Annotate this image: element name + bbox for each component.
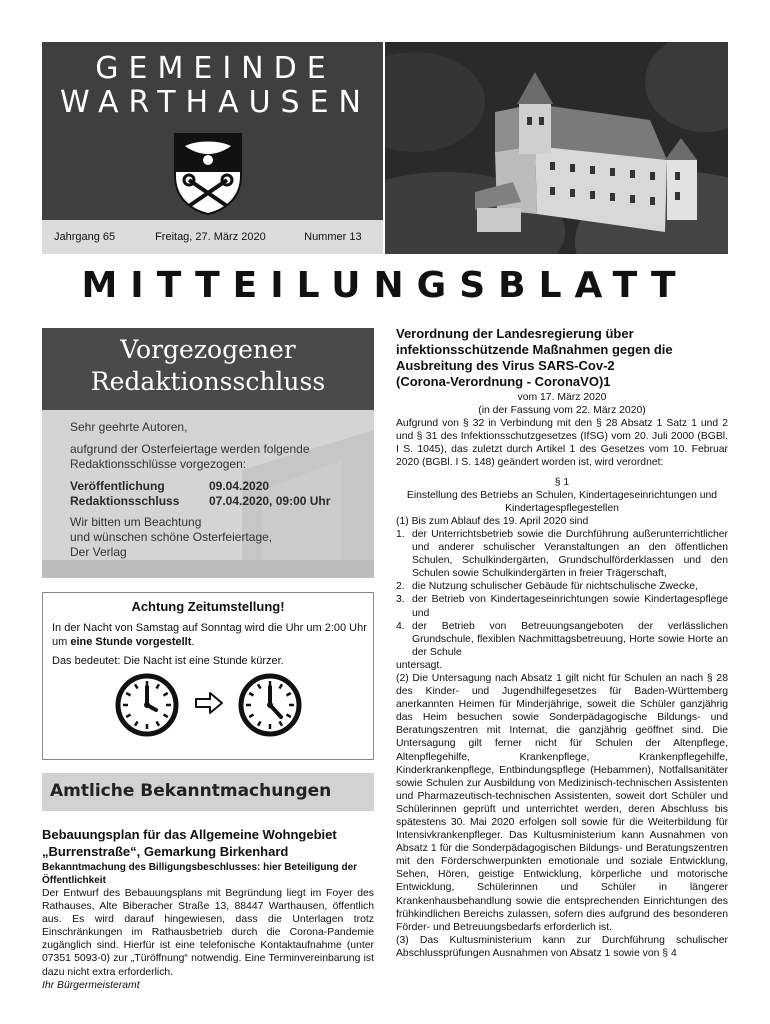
ordinance-version: (in der Fassung vom 22. März 2020) [478, 405, 646, 417]
list-item-number: 4. [396, 620, 405, 632]
paragraph-intro: (1) Bis zum Ablauf des 19. April 2020 sind [396, 515, 589, 527]
article-body: Der Entwurf des Bebauungsplans mit Begründung liegt im Foyer des Rathauses, Alte Biberacher Straße 13, 88447 Warthausen, öffentlich aus. Es wird darauf hingewiesen, dass die Unterlagen trotz Einschränkungen im Rathausbetrieb durch die Corona-Pandemie zugänglich sind. Hierfür ist eine telefonische Kontaktaufnahme (unter 07351 5093-0) zur „Türöffnung“ notwendig. Eine Terminvereinbarung ist dazu nicht extra erforderlich. [42, 888, 374, 978]
issue-date: Freitag, 27. März 2020 [155, 231, 266, 243]
title-panel [42, 42, 383, 254]
time-change-title: Achtung Zeitumstellung! [131, 599, 285, 614]
list-item-text: der Unterrichtsbetrieb sowie die Durchführung außerunterrichtlicher und anderer schulischer Veranstaltungen an den öffentlichen Schulen, Schulkindergärten, Grundschulförderklassen und den Schulen sowie Schulkindergärten in freier Trägerschaft, [412, 528, 728, 580]
time-change-text-part2: . [191, 636, 195, 648]
municipality-name-line2: WARTHAUSEN [59, 85, 371, 120]
article-headline-line1: Bebauungsplan für das Allgemeine Wohngebiet [42, 827, 337, 842]
deadline-row-label: Veröffentlichung [70, 479, 165, 493]
castle-photo [385, 42, 728, 254]
clock-icon [238, 673, 302, 737]
time-change-text [52, 621, 368, 673]
ordinance-headline-line1: Verordnung der Landesregierung über [396, 326, 634, 341]
list-item-number: 3. [396, 594, 405, 606]
deadline-heading-line2: Redaktionsschluss [90, 367, 326, 396]
deadline-heading [42, 328, 374, 410]
castle-illustration [385, 42, 728, 254]
clock-icon [115, 673, 179, 737]
prohibition-list [396, 528, 728, 659]
volume-label: Jahrgang 65 [54, 231, 116, 243]
deadline-greeting: Sehr geehrte Autoren, [70, 420, 188, 434]
deadline-intro: aufgrund der Osterfeiertage werden folgende Redaktionsschlüsse vorgezogen: [70, 442, 310, 471]
deadline-row-value: 07.04.2020, 09:00 Uhr [209, 494, 331, 508]
list-item-text: der Betrieb von Betreuungsangeboten der verlässlichen Grundschule, flexiblen Nachmittagsbetreuung, Horte sowie Horte an der Schule [412, 620, 728, 658]
section-title: Amtliche Bekanntmachungen [50, 781, 332, 801]
deadline-row [70, 494, 360, 509]
deadline-row-label: Redaktionsschluss [70, 494, 180, 508]
newsletter-title: MITTEILUNGSBLATT [81, 265, 689, 306]
list-item [396, 580, 728, 593]
list-item-number: 1. [396, 528, 405, 540]
deadline-closing [70, 515, 360, 560]
coat-of-arms-icon [173, 132, 243, 216]
issue-number: Nummer 13 [304, 231, 362, 243]
issue-info-bar [42, 220, 383, 254]
ordinance-headline-line3: Ausbreitung des Virus SARS-Cov-2 [396, 358, 615, 373]
list-item-text: der Betrieb von Kindertageseinrichtungen sowie Kindertagespflege und [412, 594, 728, 619]
article-headline-line2: „Burrenstraße“, Gemarkung Birkenhard [42, 844, 289, 859]
masthead [42, 42, 728, 254]
deadline-heading-line1: Vorgezogener [120, 335, 296, 364]
deadline-closing-line: und wünschen schöne Osterfeiertage, [70, 530, 273, 544]
deadline-row-value: 09.04.2020 [209, 479, 270, 493]
ordinance-headline [396, 326, 728, 390]
article-signature: Ihr Bürgermeisteramt [42, 979, 140, 991]
deadline-notice [42, 328, 374, 578]
municipality-name [48, 52, 383, 120]
list-item [396, 528, 728, 580]
time-change-notice [42, 592, 374, 760]
deadline-signature: Der Verlag [70, 545, 127, 559]
time-change-explanation: Das bedeutet: Die Nacht ist eine Stunde kürzer. [52, 655, 284, 667]
development-plan-article [42, 826, 374, 993]
list-item [396, 620, 728, 659]
ordinance-headline-line2: infektionsschützende Maßnahmen gegen die [396, 342, 673, 357]
list-item-number: 2. [396, 581, 405, 593]
deadline-table [70, 479, 360, 509]
municipality-name-line1: GEMEINDE [95, 51, 336, 86]
ordinance-date: vom 17. März 2020 [517, 392, 607, 403]
article-subheading: Bekanntmachung des Billigungsbeschlusses: hier Beteiligung der Öffentlichkeit [42, 862, 358, 886]
list-item [396, 593, 728, 619]
ordinance-headline-line4: (Corona-Verordnung - CoronaVO)1 [396, 374, 611, 389]
section-mark: § 1 [554, 476, 570, 488]
section-header [42, 773, 374, 811]
arrow-right-icon [194, 691, 224, 715]
deadline-closing-line: Wir bitten um Beachtung [70, 515, 202, 529]
time-change-text-part1: In der Nacht von Samstag auf Sonntag wird die Uhr um 2:00 Uhr um [52, 622, 367, 648]
deadline-body [70, 420, 360, 560]
time-change-paragraph [52, 621, 368, 649]
corona-ordinance-article [396, 326, 728, 960]
list-item-text: die Nutzung schulischer Gebäude für nichtschulische Zwecke, [412, 581, 698, 593]
paragraph-end: untersagt. [396, 659, 443, 671]
article-headline [42, 826, 374, 860]
section-title: Einstellung des Betriebs an Schulen, Kindertageseinrichtungen und Kindertagespflegestellen [406, 489, 718, 514]
time-change-emphasis: eine Stunde vorgestellt [70, 636, 192, 648]
paragraph-2: (2) Die Untersagung nach Absatz 1 gilt nicht für Schulen an nach § 28 des Kinder- und Jugendhilfegesetzes für Baden-Württemberg anerkannten Heimen für Minderjährige, soweit die Schüler ganzjährig das Heim besuchen sowie Sonderpädagogische Bildungs- und Beratungszentren mit Internat, die ganzjährig geöffnet sind. Die Untersagung gilt ferner nicht für Schulen der Altenpflege, Altenpflegehilfe, Krankenpflege, Krankenpflegehilfe, Kinderkrankenpflege, Entbindungspflege (Hebammen), Notfallsanitäter sowie Schulen zur Ausbildung von Medizinisch-technischen Assistenten und Pharmazeutisch-technischen Assistenten, soweit dort Schüler und Schülerinnen geprüft und unterrichtet werden, deren Abschluss bis spätestens 30. Mai 2020 erfolgen soll sowie für die Weiterbildung für Intensivkrankenpfleger. Das Kultusministerium kann Ausnahmen von Absatz 1 für die Sonderpädagogischen Bildungs- und Beratungszentren mit den Förderschwerpunkten emotionale und soziale Entwicklung, Sehen, Hören, geistige Entwicklung, körperliche und motorische Entwicklung, Schülerinnen und Schüler in längerer Krankenhausbehandlung sowie die entsprechenden Einrichtungen des frühkindlichen Bereichs zulassen, sofern dies aufgrund des besonderen Förder- und Betreuungsbedarfs erforderlich ist. [396, 672, 728, 933]
ordinance-preamble: Aufgrund von § 32 in Verbindung mit den § 28 Absatz 1 Satz 1 und 2 und § 31 des Infektionsschutzgesetzes (IfSG) vom 20. Juli 2000 (BGBl. I S. 1045), das zuletzt durch Artikel 1 des Gesetzes vom 10. Februar 2020 (BGBl. I S. 148) geändert worden ist, wird verordnet: [396, 418, 728, 469]
paragraph-3: (3) Das Kultusministerium kann zur Durchführung schulischer Abschlussprüfungen Ausnahmen von Absatz 1 sowie von § 4 [396, 934, 728, 959]
deadline-row [70, 479, 360, 494]
